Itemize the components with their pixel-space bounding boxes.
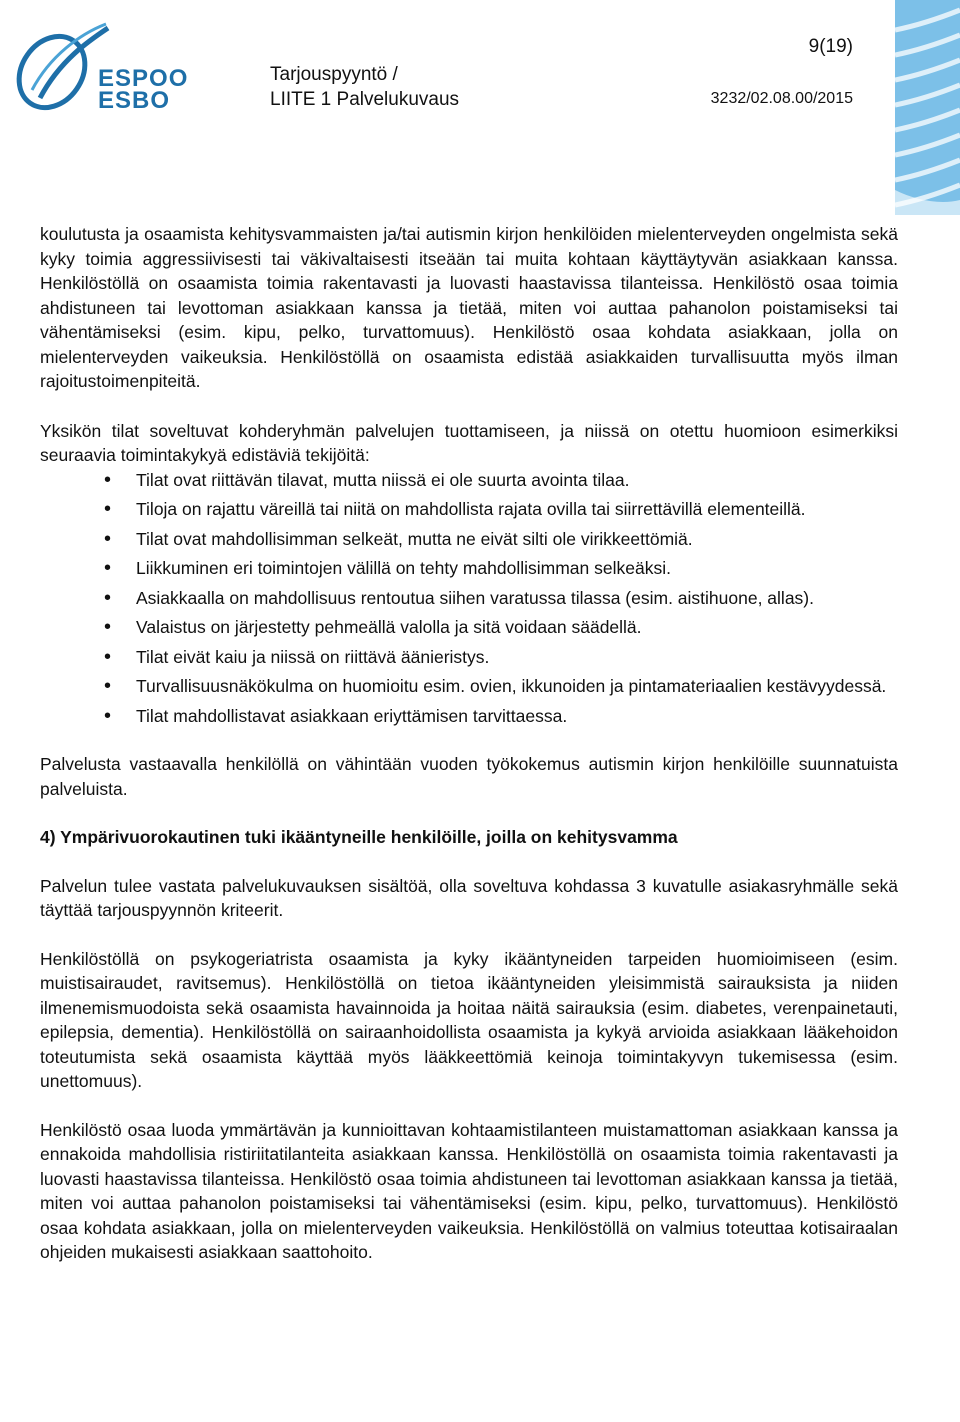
list-item: • Liikkuminen eri toimintojen välillä on tehty mahdollisimman selkeäksi. [40,556,898,581]
list-item: • Tilat ovat mahdollisimman selkeät, mutta ne eivät silti ole virikkeettömiä. [40,527,898,552]
list-item: • Tiloja on rajattu väreillä tai niitä on mahdollista rajata ovilla tai siirrettävillä elementeillä. [40,497,898,522]
doc-code: 3232/02.08.00/2015 [710,90,853,107]
paragraph-facilities-intro: Yksikön tilat soveltuvat kohderyhmän palvelujen tuottamiseen, ja niissä on otettu huomioon esimerkiksi seuraavia toimintakykyä edistäviä tekijöitä: [40,420,898,465]
facility-bullet-list [40,468,898,729]
doc-header-meta [711,34,853,111]
doc-header-title [270,62,459,112]
list-item: • Tilat ovat riittävän tilavat, mutta niissä ei ole suurta avointa tilaa. [40,468,898,493]
paragraph-psychogeriatric: Henkilöstöllä on psykogeriatrista osaamista ja kyky ikääntyneiden tarpeiden huomioimiseen (esim. muistisairaudet, ravitsemus). Henkilöstöllä on tietoa ikääntyneiden yleisimmistä sairauksista ja niiden ilmenemismuodoista sekä osaamista havainnoida ja hoitaa näitä sairauksia (esim. diabetes, verenpainetauti, epilepsia, dementia). Henkilöstöllä on sairaanhoidollista osaamista ja kykyä arvioida asiakkaan lääkehoidon toteutumista sekä osaamista käyttää myös lääkkeettömiä keinoja toimintakyvyn tukemisessa (esim. unettomuus). [40,948,898,1091]
document-body [40,222,898,1289]
list-item: • Tilat mahdollistavat asiakkaan eriyttämisen tarvittaessa. [40,704,898,729]
list-item: • Valaistus on järjestetty pehmeällä valolla ja sitä voidaan säädellä. [40,615,898,640]
doc-subtitle: LIITE 1 Palvelukuvaus [270,89,460,110]
section-heading: 4) Ympärivuorokautinen tuki ikääntyneille henkilöille, joilla on kehitysvamma [40,827,678,847]
paragraph-memory-clients: Henkilöstö osaa luoda ymmärtävän ja kunnioittavan kohtaamistilanteen muistamattoman asiakkaan kanssa ja ennakoida mahdollisia ristiriitatilanteita asiakkaan kanssa. Henkilöstöllä on osaamista toimia rakentavasti ja luovasti haastavissa tilanteissa. Henkilöstö osaa toimia ahdistuneen tai levottoman asiakkaan kanssa ja tietää, miten voi auttaa pahanolon poistamiseksi tai vähentämiseksi (esim. kipu, pelko, turvattomuus). Henkilöstö osaa kohdata asiakkaan, jolla on mielenterveyden vaikeuksia. Henkilöstöllä on valmius toteuttaa kotisairaalan ohjeiden mukaisesti asiakkaan saattohoito. [40,1119,898,1262]
page-number: 9(19) [808,36,853,57]
paragraph-service-requirements: Palvelun tulee vastata palvelukuvauksen sisältöä, olla soveltuva kohdassa 3 kuvatulle asiakasryhmälle sekä täyttää tarjouspyynnön kriteerit. [40,875,898,920]
paragraph-staff-training: koulutusta ja osaamista kehitysvammaisten ja/tai autismin kirjon henkilöiden mielenterveyden ongelmista sekä kyky toimia aggressiivisesti tai väkivaltaisesti itseään tai muita kohtaan käyttäytyvän asiakkaan kanssa. Henkilöstöllä on osaamista toimia rakentavasti ja luovasti haastavissa tilanteissa. Henkilöstö osaa toimia ahdistuneen tai levottoman asiakkaan kanssa ja tietää, miten voi auttaa pahanolon poistamiseksi tai vähentämiseksi (esim. kipu, pelko, turvattomuus). Henkilöstö osaa kohdata asiakkaan, jolla on mielenterveyden vaikeuksia. Henkilöstöllä on osaamista edistää asiakkaiden turvallisuutta myös ilman rajoitustoimenpiteitä. [40,224,898,391]
logo-line-espoo: ESPOO [98,65,189,92]
list-item: • Asiakkaalla on mahdollisuus rentoutua siihen varatussa tilassa (esim. aistihuone, allas). [40,586,898,611]
corner-decoration [895,0,960,215]
list-item: • Tilat eivät kaiu ja niissä on riittävä äänieristys. [40,645,898,670]
paragraph-responsible-person: Palvelusta vastaavalla henkilöllä on vähintään vuoden työkokemus autismin kirjon henkilöille suunnatuista palveluista. [40,754,898,799]
logo-wordmark [98,65,189,114]
list-item: • Turvallisuusnäkökulma on huomioitu esim. ovien, ikkunoiden ja pintamateriaalien kestävyydessä. [40,674,898,699]
logo-line-esbo: ESBO [98,87,171,114]
doc-title: Tarjouspyyntö / [270,64,398,85]
